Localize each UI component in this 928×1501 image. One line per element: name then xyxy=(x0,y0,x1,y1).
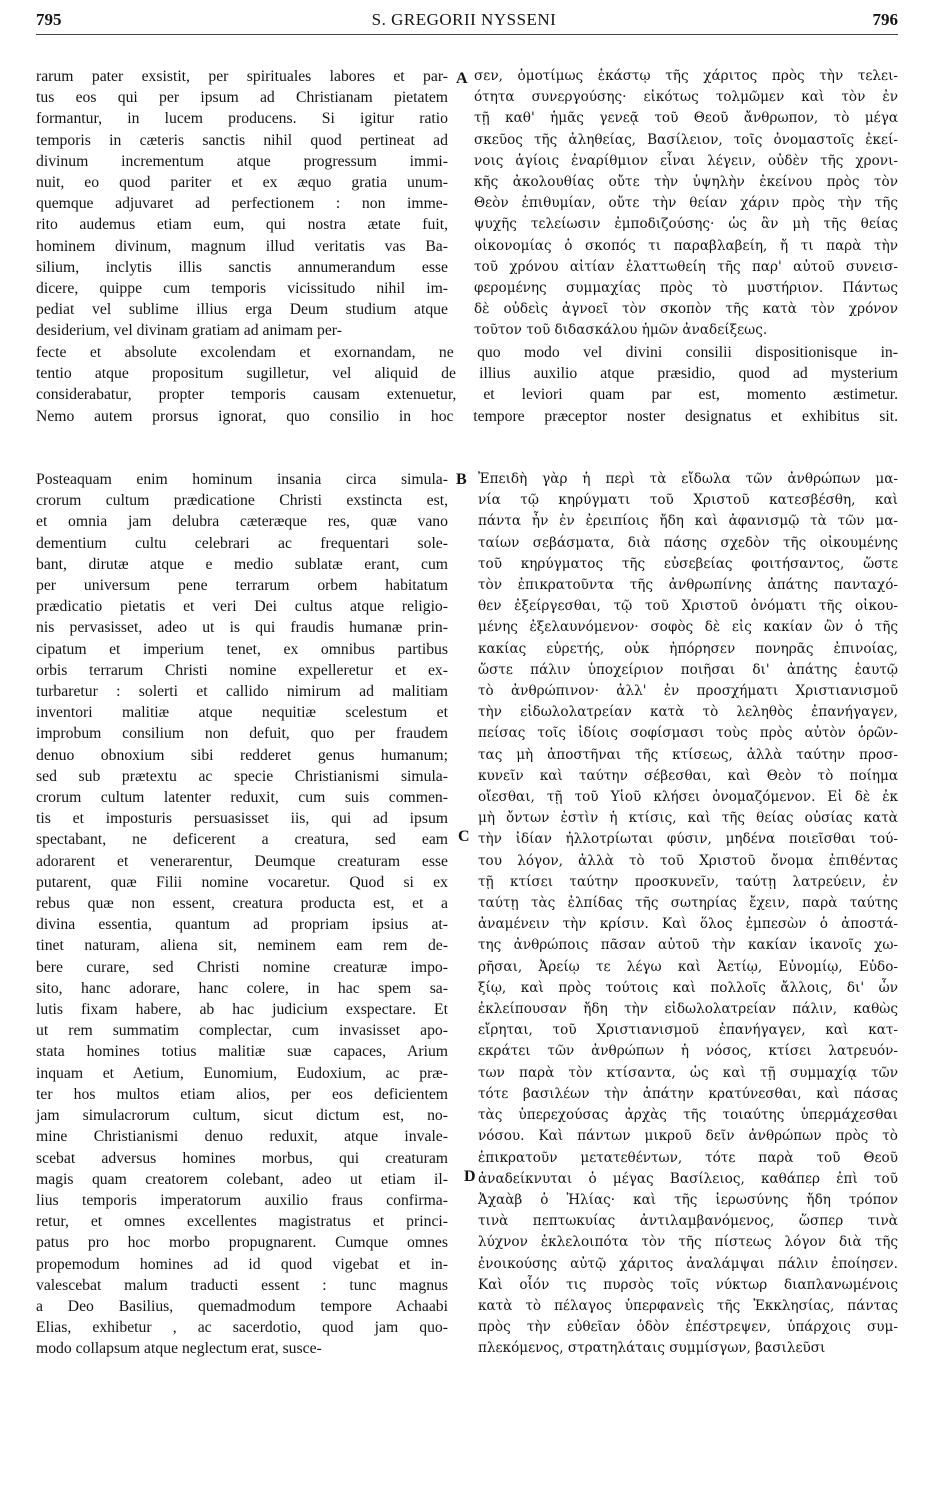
margin-marker-a: A xyxy=(456,70,468,87)
latin-bottom-line: orbis terrarum Christi nomine expelleretur et ex- xyxy=(36,661,448,679)
latin-bottom-line: scebat adversus homines morbus, qui creaturam xyxy=(36,1149,448,1167)
greek-top-line: ότητα συνεργούσης· εἰκότως τολμῶμεν καὶ τὸν ἐν xyxy=(474,89,898,106)
latin-top-line: tus eos qui per ipsum ad Christianam pietatem xyxy=(36,89,448,107)
latin-column-top xyxy=(36,66,448,342)
latin-top-line: nuit, eo quod pariter et ex æquo gratia unum- xyxy=(36,174,448,192)
greek-bottom-line: τὴν ἰδίαν ἠλλοτρίωται φύσιν, μηδένα ποιεῖσθαι τού- xyxy=(478,831,898,848)
margin-marker-d: D xyxy=(464,1168,476,1185)
greek-bottom-line: πάντα ἦν ἐν ἐρειπίοις ἤδη καὶ ἀφανισμῷ τὰ τῶν μα- xyxy=(478,513,898,530)
greek-bottom-line: τῇ κτίσει ταύτην προσκυνεῖν, ταύτῃ λατρεύειν, ἐν xyxy=(478,873,898,890)
latin-bottom-line: et omnia jam delubra cæteræque res, quæ vano xyxy=(36,513,448,531)
latin-bottom-line: per universum pene terrarum orbem habitatum xyxy=(36,577,448,595)
latin-bottom-line: stata homines totius malitiæ suæ capaces, Arium xyxy=(36,1043,448,1061)
latin-bottom-line: lutis fixam habere, ab hac judicium exspectare. Et xyxy=(36,1001,448,1019)
greek-top-line: σεν, ὁμοτίμως ἑκάστῳ τῆς χάριτος πρὸς τὴν τελει- xyxy=(474,68,898,84)
greek-bottom-line: πρὸς τὴν εὐθεῖαν ὁδὸν ἐπέστρεψεν, ὑπάρχοις συμ- xyxy=(478,1319,898,1336)
latin-top-line: desiderium, vel divinam gratiam ad animam per- xyxy=(36,322,342,340)
greek-bottom-line: Ἐπειδὴ γὰρ ἡ περὶ τὰ εἴδωλα τῶν ἀνθρώπων μα- xyxy=(478,471,898,487)
greek-bottom-line: τας μὴ ἀποστῆναι τῆς κτίσεως, ἀλλὰ ταύτην προσ- xyxy=(478,746,898,763)
greek-bottom-line: πείσας τοῖς ἰδίοις σοφίσμασι τοὺς πρὸς αὐτὸν ὁρῶν- xyxy=(478,725,898,742)
latin-bottom-line: propemodum homines ad id quod vigebat et in- xyxy=(36,1255,448,1273)
latin-bottom-line: Elias, exhibetur , ac sacerdotio, quod jam quo- xyxy=(36,1319,448,1337)
latin-full-line: Nemo autem prorsus ignorat, quo consilio in hoc tempore præceptor noster designatus et exhibitus sit. xyxy=(36,407,898,425)
greek-bottom-line: πλεκόμενος, στρατηλάταις συμμίσγων, βασιλεῦσι xyxy=(478,1340,826,1357)
latin-full-line: considerabatur, propter temporis causam extenuetur, et leviori quam par est, momento æstimetur. xyxy=(36,386,898,404)
latin-bottom-line: prædicatio pietatis et veri Dei cultus atque religio- xyxy=(36,598,448,616)
latin-top-line: rarum pater exsistit, per spirituales labores et par- xyxy=(36,68,448,85)
latin-bottom-line: divina essentia, quantum ad propriam ipsius at- xyxy=(36,916,448,934)
greek-bottom-line: τὰς ὑπερεχούσας ἀρχὰς τῆς τοιαύτης ὑπερμάχεσθαι xyxy=(478,1107,898,1124)
greek-top-line: σκεῦος τῆς ἀληθείας, Βασίλειον, τοῖς ὀνομαστοῖς ἐκεί- xyxy=(474,131,898,148)
latin-bottom-line: cipatum et imperium tenet, ex omnibus partibus xyxy=(36,640,448,658)
right-page-number: 796 xyxy=(872,10,898,29)
latin-bottom-line: bere curare, sed Christi nomine creaturæ impo- xyxy=(36,958,448,976)
greek-bottom-line: του λόγον, ἀλλὰ τὸ τοῦ Χριστοῦ ὄνομα ἐπιθέντας xyxy=(478,852,898,869)
margin-marker-c: C xyxy=(458,828,470,845)
greek-bottom-line: ταύτῃ τὰς ἐλπίδας τῆς σωτηρίας ἔχειν, παρὰ ταύτης xyxy=(478,895,898,912)
greek-bottom-line: ἐκλείπουσαν ἤδη τὴν εἰδωλολατρείαν πάλιν, καθὼς xyxy=(478,1001,898,1018)
greek-bottom-line: ρῆσαι, Ἀρείῳ τε λέγω καὶ Ἀετίῳ, Εὐνομίῳ, Εὐδο- xyxy=(478,958,898,975)
latin-bottom-line: magis quam creatorem colebant, adeo ut etiam il- xyxy=(36,1170,448,1188)
greek-top-line: Θεὸν ἐπιθυμίαν, οὔτε τὴν θείαν χάριν πρὸς τὴν τῆς xyxy=(474,195,898,212)
greek-bottom-line: εκράτει τῶν ἀνθρώπων ἡ νόσος, κτίσει λατρευόν- xyxy=(478,1043,898,1060)
latin-bottom-line: Posteaquam enim hominum insania circa simula- xyxy=(36,471,448,488)
latin-bottom-line: ut rem summatim complectar, cum invasisset apo- xyxy=(36,1022,448,1040)
latin-bottom-line: modo collapsum atque neglectum erat, susce- xyxy=(36,1340,322,1358)
latin-bottom-line: jam simulacrorum cultum, sicut dictum est, no- xyxy=(36,1107,448,1125)
greek-bottom-line: μὴ ὄντων ἐστὶν ἡ κτίσις, καὶ τῆς θείας οὐσίας κατὰ xyxy=(478,810,898,827)
greek-bottom-line: ἐνοικούσης αὐτῷ χάριτος ἀναλάμψαι πάλιν ἐποίησεν. xyxy=(478,1255,898,1272)
greek-bottom-line: νόσου. Καὶ πάντων μικροῦ δεῖν ἀνθρώπων πρὸς τὸ xyxy=(478,1128,898,1145)
latin-top-line: formantur, in lucem producens. Si igitur ratio xyxy=(36,110,448,128)
greek-bottom-line: ἐπικρατοῦν μετατεθέντων, τότε παρὰ τοῦ Θεοῦ xyxy=(478,1149,898,1166)
latin-full-line: tentio atque propositum sugilletur, vel aliquid de illius auxilio atque præsidio, quod ad mysterium xyxy=(36,365,898,383)
latin-bottom-line: tinet naturam, aliena sit, neminem eam rem de- xyxy=(36,937,448,955)
latin-bottom-line: improbum consilium non defuit, quo per fraudem xyxy=(36,725,448,743)
greek-bottom-line: εἴρηται, τοῦ Χριστιανισμοῦ ἐπανήγαγεν, καὶ κατ- xyxy=(478,1022,898,1039)
greek-bottom-line: Ἀχαὰβ ὁ Ἠλίας· καὶ τῆς ἱερωσύνης ἤδη τρόπον xyxy=(478,1191,898,1208)
greek-bottom-line: τότε βασιλέων τὴν ἀπάτην κρατύνεσθαι, καὶ πάσας xyxy=(478,1085,898,1102)
greek-top-line: φερομένης συμμαχίας πρὸς τὸ μυστήριον. Πάντως xyxy=(474,280,898,297)
latin-top-line: pediat vel sublime illius erga Deum studium atque xyxy=(36,301,448,319)
latin-bottom-line: bant, dirutæ atque e medio sublatæ erant, cum xyxy=(36,555,448,573)
greek-bottom-line: θεν ἐξείργεσθαι, τῷ τοῦ Χριστοῦ ὀνόματι τῆς οἰκου- xyxy=(478,598,898,615)
greek-bottom-line: ἀναμένειν τὴν κρίσιν. Καὶ ὅλος ἐμπεσὼν ὁ ἀποστά- xyxy=(478,916,898,933)
latin-bottom-line: a Deo Basilius, quemadmodum tempore Achaabi xyxy=(36,1297,448,1315)
greek-top-line: κῆς ἀκολουθίας οὔτε τὴν ὑψηλὴν ἐκείνου πρὸς τὸν xyxy=(474,174,898,191)
latin-bottom-line: sed sub prætextu ac specie Christianismi simula- xyxy=(36,767,448,785)
header-rule xyxy=(36,34,898,35)
latin-top-line: dicere, quippe cum temporis vicissitudo nihil im- xyxy=(36,280,448,298)
latin-bottom-line: ter hos multos etiam alios, per eos deficientem xyxy=(36,1085,448,1103)
latin-top-line: rito audemus etiam eum, qui nostra ætate fuit, xyxy=(36,216,448,234)
left-page-number: 795 xyxy=(36,10,62,29)
latin-bottom-line: inventori malitiæ atque nequitiæ scelestum et xyxy=(36,704,448,722)
latin-bottom-line: patus pro hoc morbo propugnarent. Cumque omnes xyxy=(36,1234,448,1252)
latin-bottom-line: putarent, quæ Filii nomine vocaretur. Quod si ex xyxy=(36,873,448,891)
greek-top-line: ψυχῆς τελείωσιν ἐμποδιζούσης· ὡς ἂν μὴ τῆς θείας xyxy=(474,216,898,233)
greek-bottom-line: μένης ἐξελαυνόμενον· σοφὸς δὲ εἰς κακίαν ὢν ὁ τῆς xyxy=(478,619,898,636)
latin-top-line: divinum incrementum atque progressum immi- xyxy=(36,152,448,170)
greek-top-line: οἰκονομίας ὁ σκοπός τι παραβλαβείη, ἤ τι παρὰ τὴν xyxy=(474,237,898,254)
greek-bottom-line: νία τῷ κηρύγματι τοῦ Χριστοῦ κατεσβέσθη, καὶ xyxy=(478,492,898,509)
latin-full-line: fecte et absolute excolendam et exornandam, ne quo modo vel divini consilii dispositionisque in- xyxy=(36,344,898,361)
latin-bottom-line: tis et imposturis persuasisset iis, qui ad ipsum xyxy=(36,810,448,828)
latin-bottom-line: retur, et omnes excellentes magistratus et princi- xyxy=(36,1213,448,1231)
latin-top-line: quemque adjuvaret ad perfectionem : non imme- xyxy=(36,195,448,213)
latin-bottom-line: adorarent et venerarentur, Deumque creaturam esse xyxy=(36,852,448,870)
latin-bottom-line: crorum cultum prædicatione Christi exstincta est, xyxy=(36,492,448,510)
greek-bottom-line: λύχνον ἐκλελοιπότα τὸν τῆς πίστεως λόγον διὰ τῆς xyxy=(478,1234,898,1251)
latin-bottom-line: dementium cultu celebrari ac frequentari sole- xyxy=(36,534,448,552)
greek-bottom-line: τὸν ἐπικρατοῦντα τῆς ἀνθρωπίνης ἀπάτης πανταχό- xyxy=(478,577,898,594)
latin-bottom-line: nis pervasisset, adeo ut is qui fraudis humanæ prin- xyxy=(36,619,448,637)
greek-top-line: δὲ οὐδεὶς ἀγνοεῖ τὸν σκοπὸν τῆς κατὰ τὸν χρόνον xyxy=(474,301,898,318)
greek-bottom-line: τινὰ πεπτωκυίας ἀντιλαμβανόμενος, ὥσπερ τινὰ xyxy=(478,1213,898,1230)
latin-bottom-line: sito, hanc adorare, hanc colere, in hac spem sa- xyxy=(36,979,448,997)
margin-marker-b: B xyxy=(456,471,467,488)
latin-bottom-line: inquam et Aetium, Eunomium, Eudoxium, ac præ- xyxy=(36,1064,448,1082)
latin-bottom-line: spectabant, ne deficerent a creatura, sed eam xyxy=(36,831,448,849)
running-title: S. GREGORII NYSSENI xyxy=(371,10,557,29)
greek-top-line: τῇ καθ' ἡμᾶς γενεᾷ τοῦ Θεοῦ ἄνθρωπον, τὸ μέγα xyxy=(474,110,898,127)
latin-bottom-line: mine Christianismi denuo reduxit, atque invale- xyxy=(36,1128,448,1146)
latin-bottom-line: crorum cultum latenter reduxit, cum suis commen- xyxy=(36,789,448,807)
greek-bottom-line: ὥστε πάλιν ὑποχείριον ποιῆσαι δι' ἀπάτης ἑαυτῷ xyxy=(478,661,898,678)
greek-bottom-line: τοῦ κηρύγματος τῆς εὐσεβείας φοιτήσαντος, ὥστε xyxy=(478,555,898,572)
greek-bottom-line: της ἀνθρώποις πᾶσαν αὐτοῦ τὴν κακίαν ἱκανοῖς χω- xyxy=(478,937,898,954)
latin-top-line: hominem divinum, magnum illud veritatis vas Ba- xyxy=(36,237,448,255)
greek-bottom-line: οἴεσθαι, τῇ τοῦ Υἱοῦ κλήσει ὀνομαζόμενον. Εἰ δὲ ἐκ xyxy=(478,789,898,806)
latin-bottom-line: turbaretur : solerti et callido nimirum ad malitiam xyxy=(36,683,448,701)
greek-bottom-line: κακίας εὑρετής, οὐκ ἠπόρησεν πονηρᾶς ἐπινοίας, xyxy=(478,640,898,657)
greek-bottom-line: Καὶ οἷόν τις πυρσὸς τοῖς νύκτωρ διαπλανωμένοις xyxy=(478,1276,898,1293)
greek-bottom-line: ἀναδείκνυται ὁ μέγας Βασίλειος, καθάπερ ἐπὶ τοῦ xyxy=(478,1170,898,1187)
latin-top-line: temporis in cæteris sanctis nihil quod pertineat ad xyxy=(36,131,448,149)
latin-column-bottom xyxy=(36,469,448,1360)
greek-bottom-line: ταίων σεβάσματα, διὰ πάσης σχεδὸν τῆς οἰκουμένης xyxy=(478,534,898,551)
latin-top-line: silium, inclytis illis sanctis annumerandum esse xyxy=(36,258,448,276)
greek-bottom-line: κυνεῖν καὶ ταύτην σέβεσθαι, καὶ Θεὸν τὸ ποίημα xyxy=(478,767,898,784)
greek-top-line: τοῦ χρόνου αἰτίαν ἐλαττωθείη τῆς παρ' αὐτοῦ συνεισ- xyxy=(474,258,898,275)
greek-bottom-line: ξίῳ, καὶ πρὸς τούτοις καὶ πολλοῖς ἄλλοις, δι' ὧν xyxy=(478,979,898,996)
greek-bottom-line: τὴν εἰδωλολατρείαν κατὰ τὸ λεληθὸς ἐπανήγαγεν, xyxy=(478,704,898,721)
greek-column-bottom xyxy=(478,469,898,1360)
greek-bottom-line: τὸ ἀνθρώπινον· ἀλλ' ἐν προσχήματι Χριστιανισμοῦ xyxy=(478,683,898,700)
latin-full-width-paragraph xyxy=(36,342,898,427)
greek-top-line: νοις ἁγίοις ἐναρίθμιον εἶναι λέγειν, οὐδὲν τῆς χρονι- xyxy=(474,152,898,169)
greek-bottom-line: κατὰ τὸ πέλαγος ὑπερφανεὶς τῆς Ἐκκλησίας, πάντας xyxy=(478,1297,898,1314)
greek-top-line: τοῦτον τοῦ διδασκάλου ἡμῶν ἀναδείξεως. xyxy=(474,322,768,339)
greek-column-top xyxy=(474,66,898,342)
latin-bottom-line: valescebat malum traducti essent : tunc magnus xyxy=(36,1276,448,1294)
latin-bottom-line: lius temporis imperatorum auxilio fraus confirma- xyxy=(36,1191,448,1209)
latin-bottom-line: rebus quæ non essent, creatura producta est, et a xyxy=(36,895,448,913)
latin-bottom-line: denuo obnoxium sibi redderet genus humanum; xyxy=(36,746,448,764)
greek-bottom-line: των παρὰ τὸν κτίσαντα, ὡς καὶ τῇ συμμαχίᾳ τῶν xyxy=(478,1064,898,1081)
